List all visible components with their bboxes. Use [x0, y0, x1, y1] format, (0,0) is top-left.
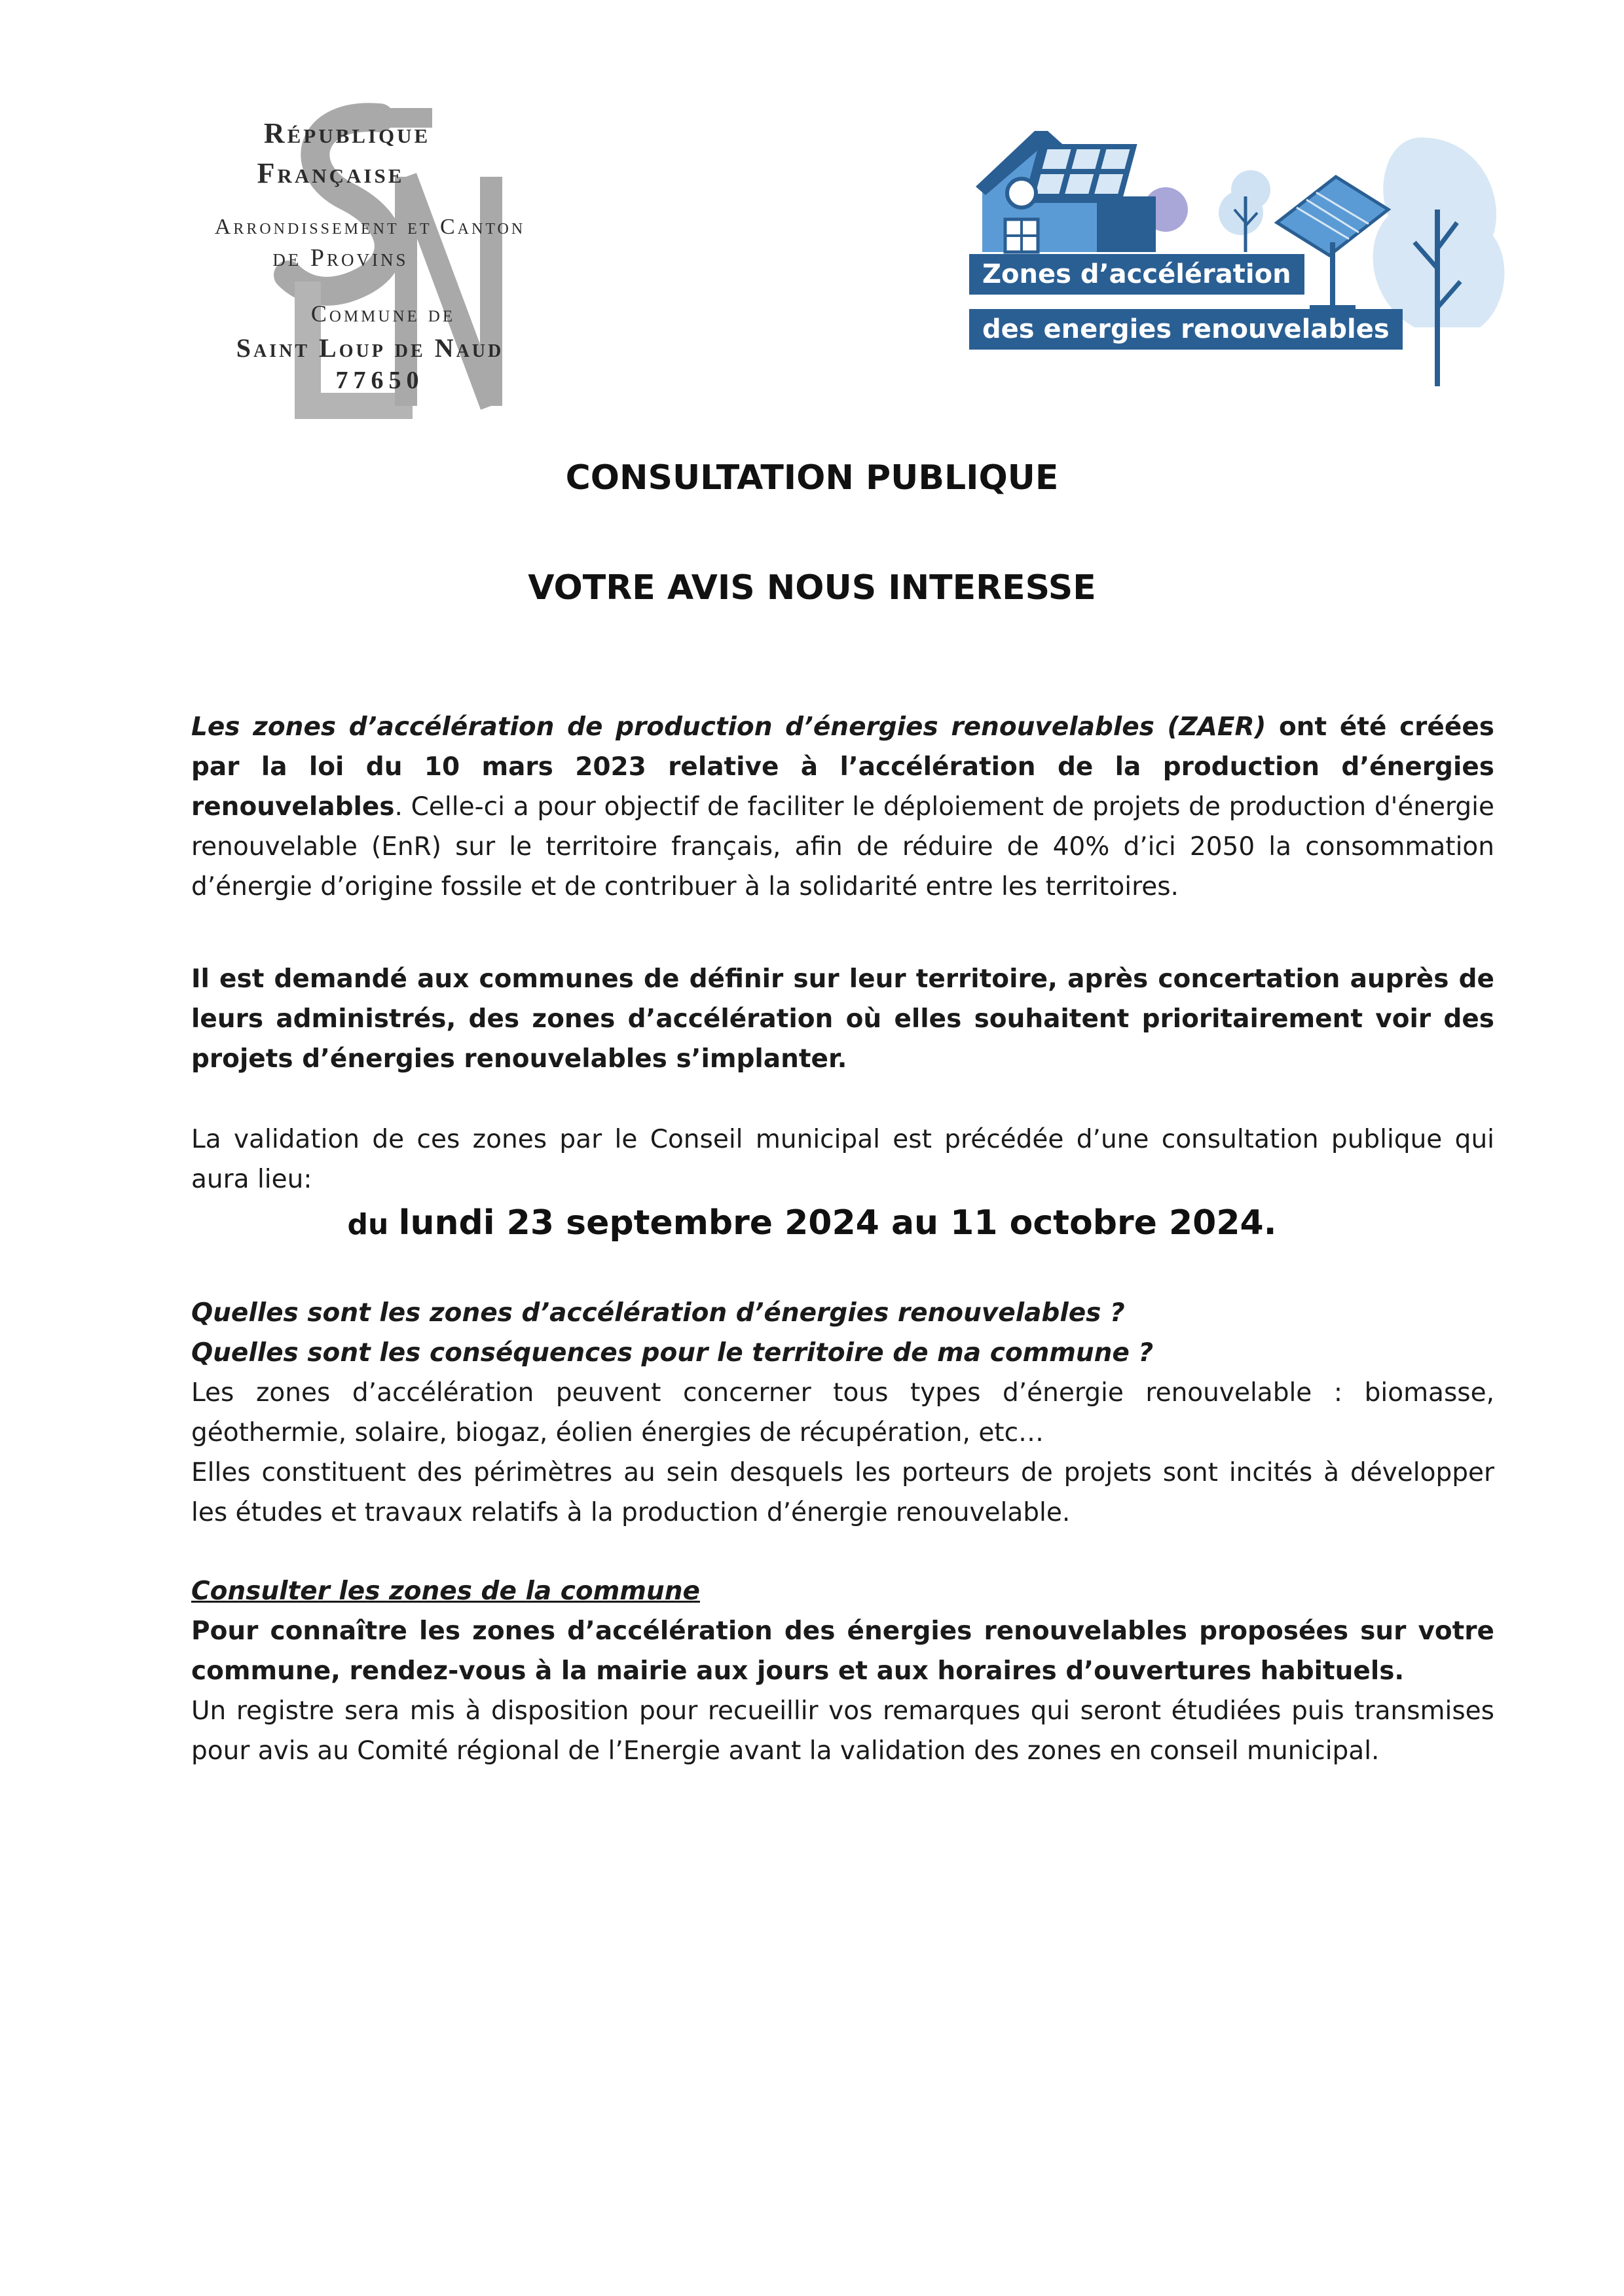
questions-answer-1: Les zones d’accélération peuvent concerner tous types d’énergie renouvelable : biomasse, géothermie, solaire, biogaz, éolien énergies de récupération, etc… — [191, 1378, 1494, 1448]
title-consultation-publique: CONSULTATION PUBLIQUE — [565, 458, 1059, 498]
zaer-law-reference: ont été créées par la loi du 10 mars 2023 relative à l’accélération de la production d’énergies renouvelables — [191, 712, 1494, 822]
consult-bold-text: Pour connaître les zones d’accélération des énergies renouvelables proposées sur votre commune, rendez-vous à la mairie aux jours et aux horaires d’ouvertures habituels. — [191, 1616, 1494, 1686]
questions-section — [191, 1293, 1494, 1533]
questions-answer-2: Elles constituent des périmètres au sein desquels les porteurs de projets sont incités à développer les études et travaux relatifs à la production d’énergie renouvelable. — [191, 1458, 1494, 1527]
zaer-logo-line-2: des energies renouvelables — [969, 309, 1403, 350]
title-votre-avis: VOTRE AVIS NOUS INTERESSE — [528, 568, 1096, 608]
consult-heading: Consulter les zones de la commune — [191, 1576, 700, 1606]
municipal-letterhead — [154, 98, 586, 426]
consultation-dates — [0, 1203, 1624, 1243]
intro-paragraph — [191, 707, 1494, 907]
question-1: Quelles sont les zones d’accélération d’énergies renouvelables ? — [191, 1298, 1125, 1328]
letterhead-francaise: Française — [257, 157, 405, 189]
communes-request-paragraph: Il est demandé aux communes de définir sur leur territoire, après concertation auprès de leurs administrés, des zones d’accélération où elles souhaitent prioritairement voir des projets d’énergies renouvelables s’implanter. — [191, 964, 1494, 1074]
validation-paragraph: La validation de ces zones par le Conseil municipal est précédée d’une consultation publique qui aura lieu: — [191, 1125, 1494, 1194]
zaer-objective-text: . Celle-ci a pour objectif de faciliter le déploiement de projets de production d'énergie renouvelable (EnR) sur le territoire français, afin de réduire de 40% d’ici 2050 la consommation d’énergie d’origine fossile et de contribuer à la solidarité entre les territoires. — [191, 792, 1494, 902]
question-2: Quelles sont les conséquences pour le territoire de ma commune ? — [191, 1338, 1154, 1368]
zaer-logo — [969, 111, 1506, 399]
consult-registry-text: Un registre sera mis à disposition pour recueillir vos remarques qui seront étudiées puis transmises pour avis au Comité régional de l’Energie avant la validation des zones en conseil municipal. — [191, 1696, 1494, 1766]
zaer-logo-line-1: Zones d’accélération — [969, 254, 1304, 295]
dates-range: lundi 23 septembre 2024 au 11 octobre 2024. — [398, 1203, 1277, 1243]
letterhead-arrondissement: Arrondissement et Canton — [214, 215, 526, 239]
consult-section — [191, 1571, 1494, 1771]
dates-prefix: du — [347, 1208, 399, 1241]
zaer-definition-lead: Les zones d’accélération de production d’énergies renouvelables (ZAER) — [191, 712, 1266, 742]
letterhead-commune: Commune de — [310, 301, 456, 327]
letterhead-commune-name: Saint Loup de Naud — [236, 333, 504, 363]
letterhead-provins: de Provins — [272, 244, 409, 272]
letterhead-republique: République — [263, 117, 431, 149]
letterhead-postal-code: 77650 — [335, 367, 424, 394]
